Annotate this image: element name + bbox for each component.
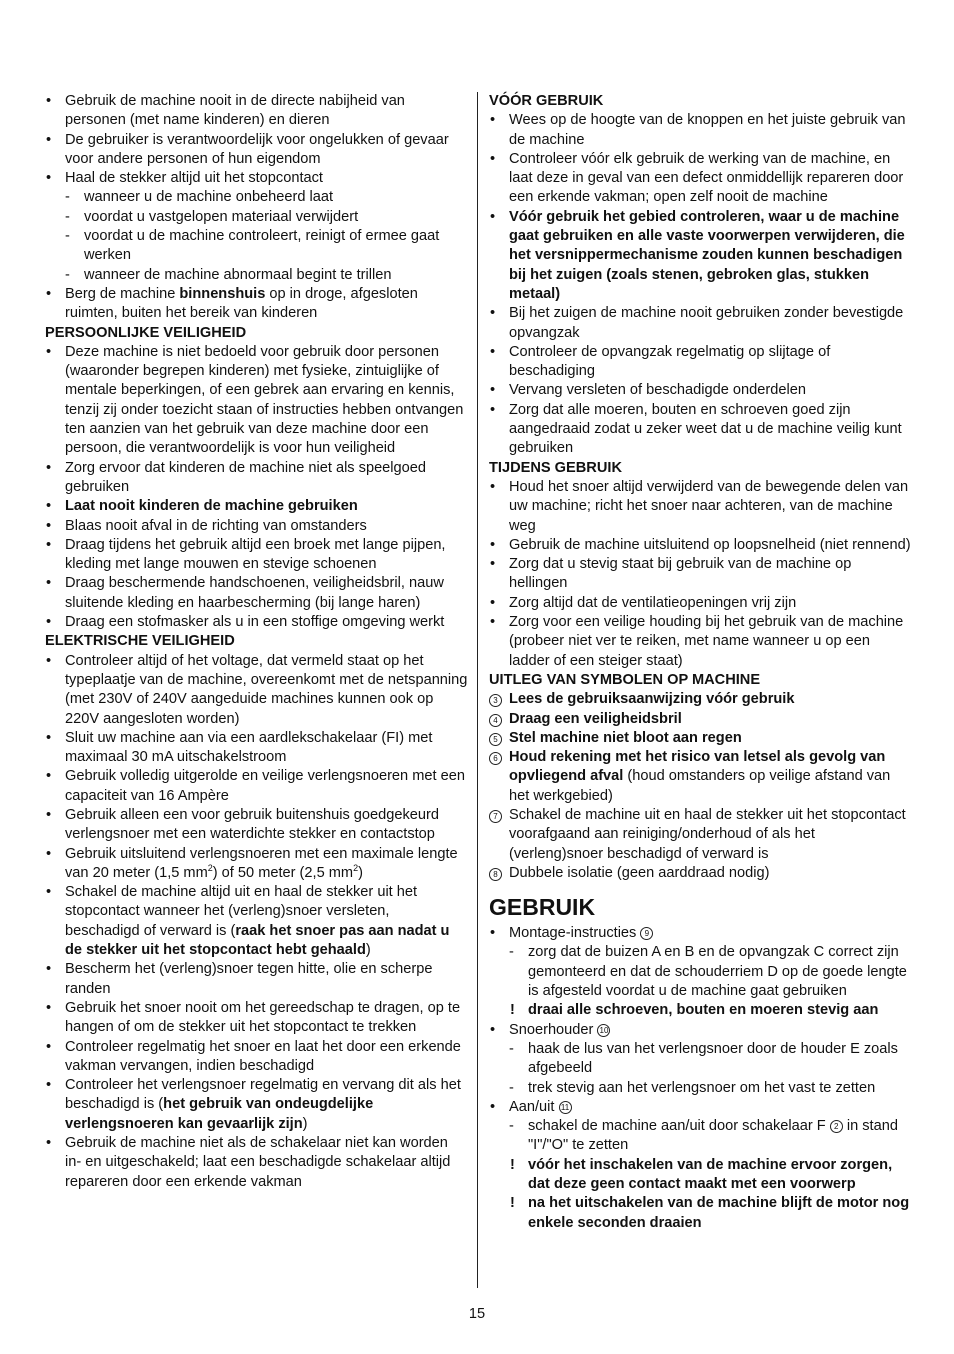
list-item: • Zorg dat u stevig staat bij gebruik van de machine op hellingen (489, 555, 912, 594)
list-item: • Vóór gebruik het gebied controleren, waar u de machine gaat gebruiken en alle vaste voorwerpen verwijderen, die het versnippermechanisme zouden kunnen beschadigen bij het zuigen (zoals stenen, gebroken glas, stukken metaal) (489, 208, 912, 304)
warning-item: ! draai alle schroeven, bouten en moeren stevig aan (489, 1001, 912, 1020)
sub-item: - trek stevig aan het verlengsnoer om het vast te zetten (489, 1079, 912, 1098)
list-item: • Snoerhouder 10 (489, 1021, 912, 1040)
list-item: • Draag beschermende handschoenen, veiligheidsbril, nauw sluitende kleding en haarbescherming (bij lange haren) (45, 574, 468, 613)
symbol-item: 6 Houd rekening met het risico van letsel als gevolg van opvliegend afval (houd omstanders op veilige afstand van het werkgebied) (489, 748, 912, 806)
list-item: • Controleer vóór elk gebruik de werking van de machine, en laat deze in geval van een defect onmiddellijk repareren door een erkende vakman; open zelf nooit de machine (489, 150, 912, 208)
list-item: • Controleer altijd of het voltage, dat vermeld staat op het typeplaatje van de machine, overeenkomt met de netspanning (met 230V of 240V aangeduide machines kunnen ook op 220V aangesloten worden) (45, 652, 468, 729)
list-item: • Gebruik het snoer nooit om het gereedschap te dragen, op te hangen of om de stekker uit het stopcontact te trekken (45, 999, 468, 1038)
page-number: 15 (468, 1306, 486, 1322)
circled-number-icon: 5 (489, 733, 502, 746)
list-item: • Gebruik de machine niet als de schakelaar niet kan worden in- en uitgeschakeld; laat een beschadigde schakelaar altijd repareren door een erkende vakman (45, 1134, 468, 1192)
list-item: • Draag een stofmasker als u in een stoffige omgeving werkt (45, 613, 468, 632)
section-heading-electrical-safety: ELEKTRISCHE VEILIGHEID (45, 633, 235, 650)
sub-item: - zorg dat de buizen A en B en de opvangzak C correct zijn gemonteerd en dat de schouderriem D op de goede lengte is afgesteld voordat u de machine gaat gebruiken (489, 943, 912, 1001)
list-item: • Gebruik de machine uitsluitend op loopsnelheid (niet rennend) (489, 536, 912, 555)
list-item: • Schakel de machine altijd uit en haal de stekker uit het stopcontact wanneer het (verleng)snoer versleten, beschadigd of verward is (raak het snoer pas aan nadat u de stekker uit het stopcontact hebt gehaald) (45, 883, 468, 960)
list-item: • Controleer regelmatig het snoer en laat het door een erkende vakman vervangen, indien beschadigd (45, 1038, 468, 1077)
list-item: • Controleer het verlengsnoer regelmatig en vervang dit als het beschadigd is (het gebruik van ondeugdelijke verlengsnoeren kan gevaarlijk zijn) (45, 1076, 468, 1134)
symbol-item: 7 Schakel de machine uit en haal de stekker uit het stopcontact voorafgaand aan reiniging/onderhoud of als het (verleng)snoer beschadigd of verward is (489, 806, 912, 864)
list-item: • Laat nooit kinderen de machine gebruiken (45, 497, 468, 516)
circled-number-icon: 9 (640, 927, 653, 940)
symbol-item: 4 Draag een veiligheidsbril (489, 710, 912, 729)
list-item: • Houd het snoer altijd verwijderd van de bewegende delen van uw machine; richt het snoer naar achteren, van de machine weg (489, 478, 912, 536)
list-item: • Berg de machine binnenshuis op in droge, afgesloten ruimten, buiten het bereik van kinderen (45, 285, 468, 324)
list-item: • Gebruik volledig uitgerolde en veilige verlengsnoeren met een capaciteit van 16 Ampère (45, 767, 468, 806)
circled-number-icon: 10 (597, 1024, 610, 1037)
warning-item: ! na het uitschakelen van de machine blijft de motor nog enkele seconden draaien (489, 1194, 912, 1233)
circled-number-icon: 8 (489, 868, 502, 881)
section-title-gebruik: GEBRUIK (489, 894, 596, 921)
symbol-item: 8 Dubbele isolatie (geen aarddraad nodig) (489, 864, 912, 883)
sub-item: - wanneer de machine abnormaal begint te trillen (45, 266, 468, 285)
list-item: • Gebruik de machine nooit in de directe nabijheid van personen (met name kinderen) en dieren (45, 92, 468, 131)
list-item: • Aan/uit 11 (489, 1098, 912, 1117)
list-item: • Wees op de hoogte van de knoppen en het juiste gebruik van de machine (489, 111, 912, 150)
list-item: • Montage-instructies 9 (489, 924, 912, 943)
list-item: • De gebruiker is verantwoordelijk voor ongelukken of gevaar voor andere personen of hun eigendom (45, 131, 468, 170)
section-heading-during-use: TIJDENS GEBRUIK (489, 459, 622, 476)
circled-number-icon: 2 (830, 1120, 843, 1133)
list-item: • Vervang versleten of beschadigde onderdelen (489, 381, 912, 400)
circled-number-icon: 6 (489, 752, 502, 765)
list-item: • Bescherm het (verleng)snoer tegen hitte, olie en scherpe randen (45, 960, 468, 999)
list-item: • Gebruik alleen een voor gebruik buitenshuis goedgekeurd verlengsnoer met een waterdichte stekker en contactstop (45, 806, 468, 845)
list-item: • Gebruik uitsluitend verlengsnoeren met een maximale lengte van 20 meter (1,5 $mm^2$) of 50 meter (2,5 $mm^2$) (45, 845, 468, 884)
list-item: • Blaas nooit afval in de richting van omstanders (45, 517, 468, 536)
section-heading-personal-safety: PERSOONLIJKE VEILIGHEID (45, 324, 247, 341)
sub-item: - schakel de machine aan/uit door schakelaar F 2 in stand "I"/"O" te zetten (489, 1117, 912, 1156)
list-item: • Zorg altijd dat de ventilatieopeningen vrij zijn (489, 594, 912, 613)
section-heading-before-use: VÓÓR GEBRUIK (489, 93, 604, 109)
circled-number-icon: 4 (489, 714, 502, 727)
warning-item: ! vóór het inschakelen van de machine ervoor zorgen, dat deze geen contact maakt met een voorwerp (489, 1156, 912, 1195)
circled-number-icon: 11 (559, 1101, 572, 1114)
list-item: • Zorg voor een veilige houding bij het gebruik van de machine (probeer niet ver te reiken, met name wanneer u op een ladder of een steiger staat) (489, 613, 912, 671)
sub-item: - voordat u de machine controleert, reinigt of ermee gaat werken (45, 227, 468, 266)
list-item: • Haal de stekker altijd uit het stopcontact (45, 169, 468, 188)
sub-item: - voordat u vastgelopen materiaal verwijdert (45, 208, 468, 227)
circled-number-icon: 3 (489, 694, 502, 707)
list-item: • Bij het zuigen de machine nooit gebruiken zonder bevestigde opvangzak (489, 304, 912, 343)
list-item: • Deze machine is niet bedoeld voor gebruik door personen (waaronder begrepen kinderen) met fysieke, zintuiglijke of mentale beperkingen, of een gebrek aan ervaring en kennis, tenzij zij onder toezicht staan of instructies hebben ontvangen ten aanzien van het gebruik van deze machine door een persoon, die verantwoordelijk is voor hun veiligheid (45, 343, 468, 459)
symbol-item: 5 Stel machine niet bloot aan regen (489, 729, 912, 748)
sub-item: - haak de lus van het verlengsnoer door de houder E zoals afgebeeld (489, 1040, 912, 1079)
sub-item: - wanneer u de machine onbeheerd laat (45, 188, 468, 207)
left-column (45, 92, 468, 1192)
list-item: • Controleer de opvangzak regelmatig op slijtage of beschadiging (489, 343, 912, 382)
right-column (489, 92, 912, 1233)
column-divider (477, 92, 478, 1288)
circled-number-icon: 7 (489, 810, 502, 823)
section-heading-symbols: UITLEG VAN SYMBOLEN OP MACHINE (489, 671, 761, 688)
list-item: • Sluit uw machine aan via een aardlekschakelaar (FI) met maximaal 30 mA uitschakelstroom (45, 729, 468, 768)
list-item: • Draag tijdens het gebruik altijd een broek met lange pijpen, kleding met lange mouwen en stevige schoenen (45, 536, 468, 575)
symbol-item: 3 Lees de gebruiksaanwijzing vóór gebruik (489, 690, 912, 709)
list-item: • Zorg dat alle moeren, bouten en schroeven goed zijn aangedraaid zodat u zeker weet dat u de machine veilig kunt gebruiken (489, 401, 912, 459)
list-item: • Zorg ervoor dat kinderen de machine niet als speelgoed gebruiken (45, 459, 468, 498)
